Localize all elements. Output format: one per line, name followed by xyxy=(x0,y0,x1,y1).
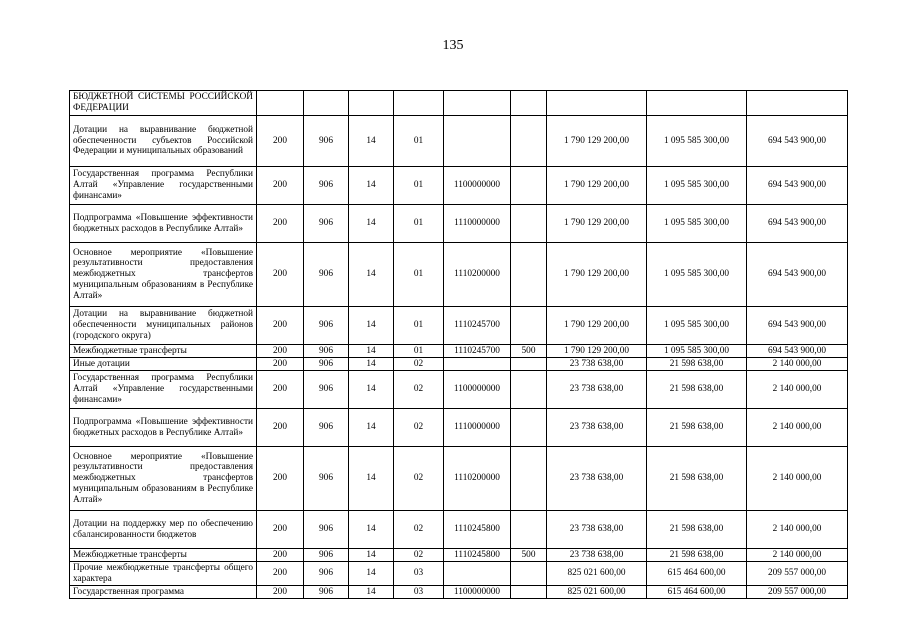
col-ministry: 906 xyxy=(304,167,349,205)
col-expense-type xyxy=(511,562,547,586)
table-row xyxy=(70,307,848,345)
table-row xyxy=(70,116,848,167)
row-name: Подпрограмма «Повышение эффективности бюджетных расходов в Республике Алтай» xyxy=(70,409,257,447)
col-amount-federal: 615 464 600,00 xyxy=(647,562,747,586)
col-amount-federal: 1 095 585 300,00 xyxy=(647,167,747,205)
col-chapter: 14 xyxy=(349,116,394,167)
col-amount-regional: 694 543 900,00 xyxy=(747,205,848,243)
col-chapter: 14 xyxy=(349,167,394,205)
table-row xyxy=(70,586,848,599)
col-amount-federal: 21 598 638,00 xyxy=(647,371,747,409)
col-amount-total: 1 790 129 200,00 xyxy=(547,167,647,205)
col-amount-regional: 2 140 000,00 xyxy=(747,447,848,511)
col-section: 200 xyxy=(257,167,304,205)
table-row xyxy=(70,549,848,562)
col-expense-type xyxy=(511,409,547,447)
col-chapter: 14 xyxy=(349,243,394,307)
col-subsection: 02 xyxy=(394,358,444,371)
col-target-article: 1110245700 xyxy=(444,345,511,358)
col-ministry: 906 xyxy=(304,345,349,358)
row-name: Иные дотации xyxy=(70,358,257,371)
col-amount-regional: 209 557 000,00 xyxy=(747,562,848,586)
budget-table xyxy=(69,90,848,599)
col-expense-type xyxy=(511,511,547,549)
col-amount-regional: 694 543 900,00 xyxy=(747,243,848,307)
col-target-article: 1110000000 xyxy=(444,205,511,243)
col-chapter: 14 xyxy=(349,562,394,586)
col-subsection: 01 xyxy=(394,243,444,307)
col-ministry: 906 xyxy=(304,371,349,409)
col-amount-federal: 1 095 585 300,00 xyxy=(647,205,747,243)
row-name: БЮДЖЕТНОЙ СИСТЕМЫ РОССИЙСКОЙ ФЕДЕРАЦИИ xyxy=(70,91,257,116)
row-name: Межбюджетные трансферты xyxy=(70,549,257,562)
col-expense-type xyxy=(511,116,547,167)
col-subsection: 02 xyxy=(394,371,444,409)
col-amount-regional: 694 543 900,00 xyxy=(747,116,848,167)
table-row xyxy=(70,371,848,409)
col-section: 200 xyxy=(257,549,304,562)
table-row xyxy=(70,167,848,205)
col-target-article: 1100000000 xyxy=(444,167,511,205)
col-amount-regional: 694 543 900,00 xyxy=(747,167,848,205)
col-ministry: 906 xyxy=(304,549,349,562)
col-amount-regional: 2 140 000,00 xyxy=(747,511,848,549)
col-subsection: 02 xyxy=(394,549,444,562)
col-amount-federal: 21 598 638,00 xyxy=(647,358,747,371)
col-amount-total: 1 790 129 200,00 xyxy=(547,307,647,345)
col-amount-total: 1 790 129 200,00 xyxy=(547,345,647,358)
col-amount-total: 23 738 638,00 xyxy=(547,447,647,511)
col-amount-federal: 1 095 585 300,00 xyxy=(647,345,747,358)
col-subsection: 01 xyxy=(394,205,444,243)
col-amount-total: 23 738 638,00 xyxy=(547,358,647,371)
col-section: 200 xyxy=(257,511,304,549)
col-amount-regional xyxy=(747,91,848,116)
col-amount-federal: 1 095 585 300,00 xyxy=(647,307,747,345)
col-ministry xyxy=(304,91,349,116)
col-chapter: 14 xyxy=(349,549,394,562)
row-name: Государственная программа Республики Алтай «Управление государственными финансами» xyxy=(70,167,257,205)
col-section: 200 xyxy=(257,116,304,167)
col-subsection: 01 xyxy=(394,116,444,167)
col-amount-regional: 2 140 000,00 xyxy=(747,358,848,371)
col-section xyxy=(257,91,304,116)
col-amount-total: 1 790 129 200,00 xyxy=(547,205,647,243)
col-amount-federal xyxy=(647,91,747,116)
row-name: Дотации на выравнивание бюджетной обеспеченности муниципальных районов (городского округа) xyxy=(70,307,257,345)
row-name: Дотации на выравнивание бюджетной обеспеченности субъектов Российской Федерации и муниципальных образований xyxy=(70,116,257,167)
col-amount-regional: 2 140 000,00 xyxy=(747,371,848,409)
col-target-article: 1110000000 xyxy=(444,409,511,447)
table-row xyxy=(70,409,848,447)
col-subsection: 01 xyxy=(394,307,444,345)
col-target-article: 1100000000 xyxy=(444,586,511,599)
col-expense-type xyxy=(511,243,547,307)
col-ministry: 906 xyxy=(304,205,349,243)
col-target-article xyxy=(444,91,511,116)
table-row xyxy=(70,562,848,586)
col-amount-total: 23 738 638,00 xyxy=(547,409,647,447)
col-ministry: 906 xyxy=(304,307,349,345)
table-row xyxy=(70,511,848,549)
col-ministry: 906 xyxy=(304,358,349,371)
col-amount-total: 1 790 129 200,00 xyxy=(547,243,647,307)
col-subsection: 02 xyxy=(394,447,444,511)
col-amount-federal: 21 598 638,00 xyxy=(647,549,747,562)
col-amount-total: 23 738 638,00 xyxy=(547,549,647,562)
table-row xyxy=(70,243,848,307)
col-amount-federal: 21 598 638,00 xyxy=(647,447,747,511)
row-name: Основное мероприятие «Повышение результативности предоставления межбюджетных трансфертов муниципальным образованиям в Республике Алтай» xyxy=(70,447,257,511)
col-target-article: 1110245800 xyxy=(444,549,511,562)
col-expense-type xyxy=(511,91,547,116)
col-expense-type xyxy=(511,371,547,409)
col-subsection xyxy=(394,91,444,116)
row-name: Подпрограмма «Повышение эффективности бюджетных расходов в Республике Алтай» xyxy=(70,205,257,243)
col-amount-federal: 21 598 638,00 xyxy=(647,511,747,549)
col-expense-type xyxy=(511,205,547,243)
col-amount-federal: 1 095 585 300,00 xyxy=(647,243,747,307)
col-ministry: 906 xyxy=(304,447,349,511)
row-name: Дотации на поддержку мер по обеспечению сбалансированности бюджетов xyxy=(70,511,257,549)
col-amount-federal: 615 464 600,00 xyxy=(647,586,747,599)
col-chapter xyxy=(349,91,394,116)
col-subsection: 01 xyxy=(394,345,444,358)
col-amount-regional: 694 543 900,00 xyxy=(747,345,848,358)
col-target-article: 1110200000 xyxy=(444,243,511,307)
col-section: 200 xyxy=(257,409,304,447)
col-target-article xyxy=(444,116,511,167)
col-chapter: 14 xyxy=(349,358,394,371)
col-ministry: 906 xyxy=(304,243,349,307)
table-row xyxy=(70,91,848,116)
col-amount-regional: 2 140 000,00 xyxy=(747,549,848,562)
col-amount-total: 23 738 638,00 xyxy=(547,511,647,549)
col-target-article: 1110200000 xyxy=(444,447,511,511)
col-amount-total: 825 021 600,00 xyxy=(547,586,647,599)
col-section: 200 xyxy=(257,447,304,511)
row-name: Государственная программа xyxy=(70,586,257,599)
col-expense-type: 500 xyxy=(511,345,547,358)
col-subsection: 01 xyxy=(394,167,444,205)
col-amount-total: 23 738 638,00 xyxy=(547,371,647,409)
col-amount-regional: 2 140 000,00 xyxy=(747,409,848,447)
col-amount-total xyxy=(547,91,647,116)
col-section: 200 xyxy=(257,243,304,307)
row-name: Государственная программа Республики Алтай «Управление государственными финансами» xyxy=(70,371,257,409)
col-expense-type xyxy=(511,447,547,511)
col-section: 200 xyxy=(257,562,304,586)
row-name: Межбюджетные трансферты xyxy=(70,345,257,358)
col-expense-type xyxy=(511,167,547,205)
col-section: 200 xyxy=(257,345,304,358)
col-expense-type: 500 xyxy=(511,549,547,562)
row-name: Основное мероприятие «Повышение результативности предоставления межбюджетных трансфертов муниципальным образованиям в Республике Алтай» xyxy=(70,243,257,307)
col-amount-federal: 1 095 585 300,00 xyxy=(647,116,747,167)
table-row xyxy=(70,358,848,371)
col-subsection: 03 xyxy=(394,562,444,586)
col-subsection: 02 xyxy=(394,409,444,447)
col-target-article xyxy=(444,562,511,586)
col-amount-total: 1 790 129 200,00 xyxy=(547,116,647,167)
col-ministry: 906 xyxy=(304,116,349,167)
col-section: 200 xyxy=(257,371,304,409)
col-expense-type xyxy=(511,586,547,599)
col-chapter: 14 xyxy=(349,586,394,599)
col-section: 200 xyxy=(257,307,304,345)
col-amount-federal: 21 598 638,00 xyxy=(647,409,747,447)
col-target-article: 1110245700 xyxy=(444,307,511,345)
col-subsection: 02 xyxy=(394,511,444,549)
col-expense-type xyxy=(511,307,547,345)
col-target-article: 1110245800 xyxy=(444,511,511,549)
col-subsection: 03 xyxy=(394,586,444,599)
col-ministry: 906 xyxy=(304,562,349,586)
row-name: Прочие межбюджетные трансферты общего характера xyxy=(70,562,257,586)
col-ministry: 906 xyxy=(304,409,349,447)
col-chapter: 14 xyxy=(349,511,394,549)
col-ministry: 906 xyxy=(304,511,349,549)
table-row xyxy=(70,447,848,511)
col-chapter: 14 xyxy=(349,409,394,447)
col-chapter: 14 xyxy=(349,447,394,511)
col-expense-type xyxy=(511,358,547,371)
table-row xyxy=(70,345,848,358)
col-section: 200 xyxy=(257,586,304,599)
col-chapter: 14 xyxy=(349,205,394,243)
col-amount-regional: 209 557 000,00 xyxy=(747,586,848,599)
col-ministry: 906 xyxy=(304,586,349,599)
col-chapter: 14 xyxy=(349,307,394,345)
col-target-article xyxy=(444,358,511,371)
col-target-article: 1100000000 xyxy=(444,371,511,409)
col-amount-regional: 694 543 900,00 xyxy=(747,307,848,345)
col-chapter: 14 xyxy=(349,371,394,409)
col-section: 200 xyxy=(257,205,304,243)
col-chapter: 14 xyxy=(349,345,394,358)
table-row xyxy=(70,205,848,243)
page-number: 135 xyxy=(442,38,464,53)
col-section: 200 xyxy=(257,358,304,371)
col-amount-total: 825 021 600,00 xyxy=(547,562,647,586)
